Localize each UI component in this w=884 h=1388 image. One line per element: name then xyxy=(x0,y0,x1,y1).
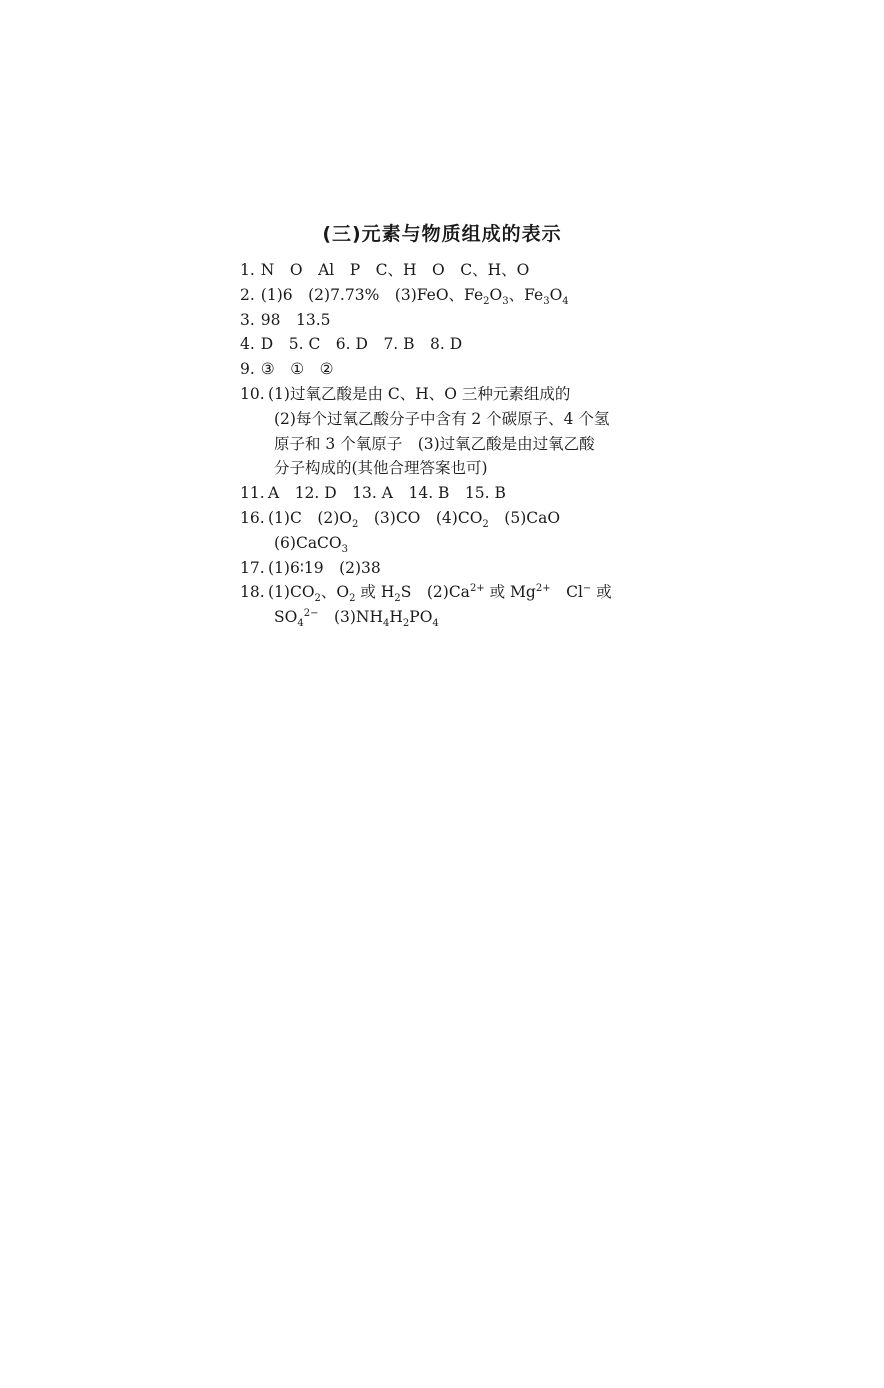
answer-10-line-2: (2)每个过氧乙酸分子中含有 2 个碳原子、4 个氢 xyxy=(274,409,610,428)
answer-number: 2. xyxy=(240,285,255,304)
answer-10-line-4: 分子构成的(其他合理答案也可) xyxy=(274,459,488,478)
answer-10 xyxy=(240,382,660,407)
answer-number: 4. xyxy=(240,335,255,354)
answer-18 xyxy=(240,580,660,605)
answer-list xyxy=(240,258,660,630)
answer-number: 16. xyxy=(240,508,265,527)
answer-text: N O Al P C、H O C、H、O xyxy=(260,261,530,279)
answer-text: (1)C $(2)O_2$ (3)CO $(4)CO_2$ (5)CaO xyxy=(268,508,561,531)
answer-11 xyxy=(240,481,660,506)
answer-4 xyxy=(240,332,660,357)
answer-17 xyxy=(240,556,660,581)
answer-text: $(1)CO_2$、$O_2$ 或 $H_2S$ $(2)Ca^{2+}$ 或 $Mg^{2+}$ Cl− 或 xyxy=(268,583,612,605)
answer-number: 9. xyxy=(240,360,255,379)
answer-16-line-2: (6)CaCO$_3$ xyxy=(274,533,348,555)
answer-1 xyxy=(240,258,660,283)
answer-18-line-2: $SO_4^{2-}$ $(3)NH_4H_2PO_4$ xyxy=(274,608,439,630)
answer-text: (1)过氧乙酸是由 C、H、O 三种元素组成的 xyxy=(268,384,571,403)
answer-9 xyxy=(240,357,660,382)
answer-text: (1)6∶19 (2)38 xyxy=(268,558,381,577)
answer-text: ③ ① ② xyxy=(260,360,334,379)
answer-text: A 12. D 13. A 14. B 15. B xyxy=(268,484,506,503)
page-title: (三)元素与物质组成的表示 xyxy=(322,223,562,245)
answer-3 xyxy=(240,308,660,333)
answer-text: D 5. C 6. D 7. B 8. D xyxy=(260,335,463,354)
answer-2 xyxy=(240,283,660,308)
answer-16 xyxy=(240,506,660,531)
answer-number: 17. xyxy=(240,558,265,577)
answer-text: (1)6 (2)7.73% (3)FeO、$Fe_2O_3$、$Fe_3O_4$ xyxy=(260,285,569,307)
answer-number: 18. xyxy=(240,583,265,602)
answer-number: 11. xyxy=(240,484,265,503)
answer-number: 1. xyxy=(240,261,255,279)
answer-10-line-3: 原子和 3 个氧原子 (3)过氧乙酸是由过氧乙酸 xyxy=(274,434,595,453)
answer-number: 3. xyxy=(240,310,255,329)
answer-text: 98 13.5 xyxy=(260,310,331,329)
answer-number: 10. xyxy=(240,384,265,403)
